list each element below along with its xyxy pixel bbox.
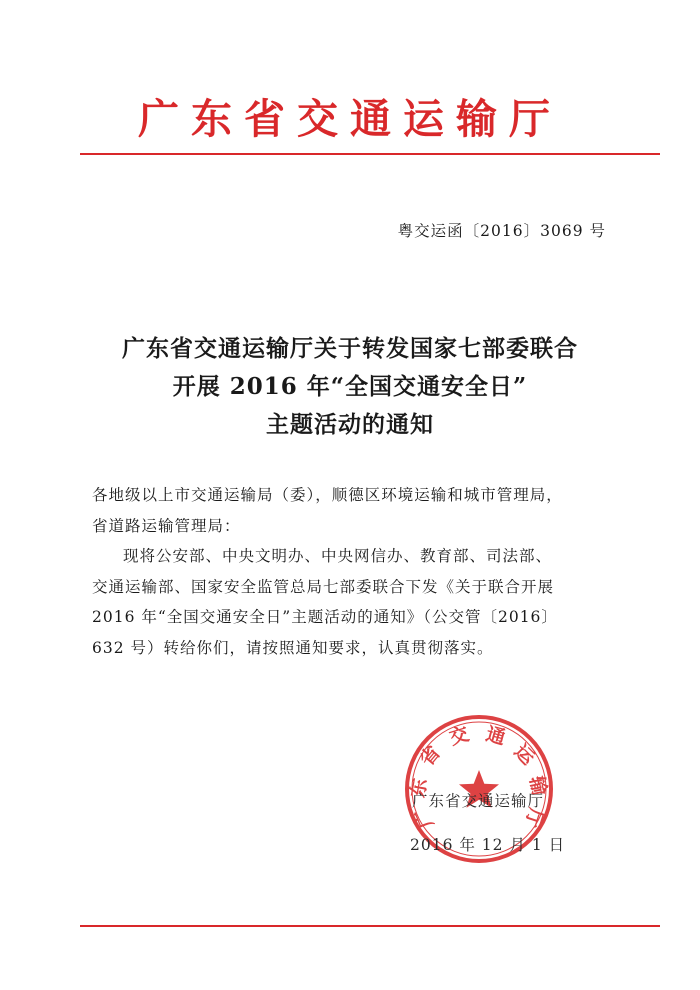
- svg-text:输: 输: [525, 774, 551, 798]
- svg-text:通: 通: [483, 723, 508, 750]
- svg-text:广: 广: [410, 805, 439, 832]
- letterhead-rule: [80, 153, 660, 155]
- svg-text:交: 交: [446, 722, 472, 750]
- addressee-line: 省道路运输管理局：: [92, 516, 241, 535]
- title-line: 广东省交通运输厅关于转发国家七部委联合: [122, 335, 578, 362]
- svg-text:东: 东: [406, 776, 432, 800]
- body-paragraph-line: 现将公安部、中央文明办、中央网信办、教育部、司法部、: [123, 547, 553, 565]
- body-paragraph-line: 交通运输部、国家安全监管总局七部委联合下发《关于联合开展: [92, 577, 555, 596]
- letterhead-title: 广东省交通运输厅: [138, 95, 562, 143]
- title-line: 开展 2016 年“全国交通安全日”: [172, 373, 528, 400]
- body-paragraph-line: 632 号）转给你们，请按照通知要求，认真贯彻落实。: [92, 638, 494, 657]
- svg-text:厅: 厅: [520, 805, 548, 831]
- body-paragraph-line: 2016 年“全国交通安全日”主题活动的通知》（公交管〔2016〕: [92, 608, 558, 626]
- issue-date: 2016 年 12 月 1 日: [410, 836, 566, 854]
- footer-rule: [80, 925, 660, 927]
- issuer-signature: 广东省交通运输厅: [412, 792, 545, 810]
- title-line: 主题活动的通知: [266, 411, 434, 438]
- svg-text:省: 省: [415, 741, 445, 771]
- document-number: 粤交运函〔2016〕3069 号: [397, 222, 606, 240]
- svg-text:运: 运: [509, 740, 539, 770]
- document-body: [92, 480, 612, 663]
- document-title: [0, 330, 700, 444]
- addressee-line: 各地级以上市交通运输局（委），顺德区环境运输和城市管理局，: [92, 486, 563, 504]
